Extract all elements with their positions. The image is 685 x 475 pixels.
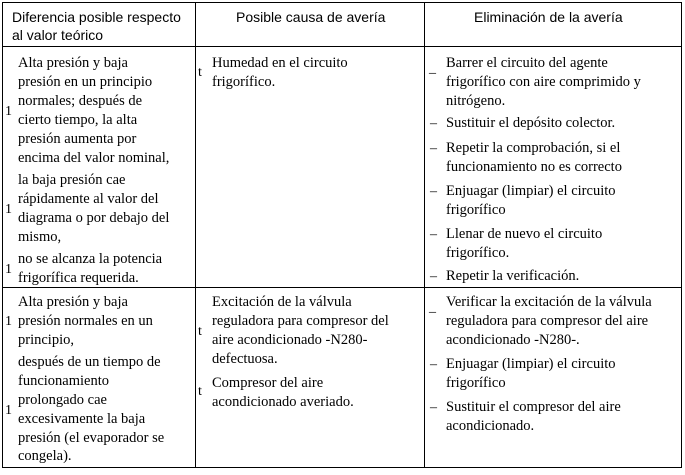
row1-col3-line: Repetir la comprobación, si el	[446, 140, 621, 156]
row1-col3-line: Sustituir el depósito colector.	[446, 115, 616, 131]
row2-col3-line: Sustituir el compresor del aire	[446, 399, 621, 415]
table-border-left	[2, 2, 3, 468]
dash-marker: –	[430, 116, 437, 131]
row2-col1-line: congela).	[18, 448, 72, 464]
row1-col2-line: frigorífico.	[212, 74, 276, 90]
header-col1-line2: al valor teórico	[12, 27, 104, 43]
bullet-marker: t	[198, 384, 202, 399]
row1-col3-line: frigorífico con aire comprimido y	[446, 74, 641, 90]
row2-col1-line: funcionamiento	[18, 373, 110, 389]
dash-marker: –	[430, 227, 437, 242]
bullet-marker: 1	[5, 202, 12, 217]
row1-col1-line: presión en un principio	[18, 74, 153, 90]
dash-marker: –	[430, 400, 437, 415]
header-col2: Posible causa de avería	[236, 9, 386, 25]
row2-col1-line: Alta presión y baja	[18, 294, 128, 310]
row1-col1-line: rápidamente al valor del	[18, 191, 159, 207]
row1-col1-line: la baja presión cae	[18, 172, 126, 188]
row1-col3-line: frigorífico	[446, 202, 506, 218]
row1-col3-line: funcionamiento no es correcto	[446, 159, 622, 175]
dash-marker: –	[430, 184, 437, 199]
row2-col1-line: excesivamente la baja	[18, 411, 146, 427]
table-border-top	[2, 2, 682, 3]
row2-col1-line: después de un tiempo de	[18, 354, 161, 370]
row1-col1-line: frigorífica requerida.	[18, 270, 139, 286]
row2-col1-line: presión normales en un	[18, 313, 153, 329]
row2-col3-line: acondicionado -N280-.	[446, 332, 580, 348]
row1-col1-line: diagrama o por debajo del	[18, 210, 170, 226]
row2-col3-line: acondicionado.	[446, 418, 535, 434]
column-divider-2	[424, 2, 425, 468]
bullet-marker: 1	[5, 104, 12, 119]
fault-table	[2, 2, 682, 471]
row2-col1-line: presión (el evaporador se	[18, 430, 165, 446]
row2-col2-line: Compresor del aire	[212, 375, 324, 391]
row1-col3-line: nitrógeno.	[446, 93, 506, 109]
header-divider	[2, 46, 682, 47]
row1-col2-line: Humedad en el circuito	[212, 55, 348, 71]
table-border-right	[681, 2, 682, 468]
row2-col2-line: reguladora para compresor del	[212, 313, 389, 329]
bullet-marker: 1	[5, 262, 12, 277]
row1-col3-line: frigorífico.	[446, 245, 510, 261]
row2-col2-line: aire acondicionado -N280-	[212, 332, 368, 348]
column-divider-1	[195, 2, 196, 468]
row2-col3-line: Enjuagar (limpiar) el circuito	[446, 356, 616, 372]
bullet-marker: 1	[5, 403, 12, 418]
bullet-marker: t	[198, 65, 202, 80]
row1-col3-line: Barrer el circuito del agente	[446, 55, 608, 71]
row2-col2-line: acondicionado averiado.	[212, 394, 354, 410]
dash-marker: –	[430, 357, 437, 372]
dash-marker: –	[430, 141, 437, 156]
row1-col1-line: no se alcanza la potencia	[18, 251, 163, 267]
dash-marker: _	[429, 300, 436, 315]
row2-col3-line: frigorífico	[446, 375, 506, 391]
row2-col1-line: prolongado cae	[18, 392, 107, 408]
row1-col1-line: cierto tiempo, la alta	[18, 112, 138, 128]
header-col3: Eliminación de la avería	[474, 9, 623, 25]
dash-marker: _	[429, 61, 436, 76]
dash-marker: –	[430, 269, 437, 284]
bullet-marker: t	[198, 324, 202, 339]
row2-col2-line: defectuosa.	[212, 351, 278, 367]
row1-col3-line: Repetir la verificación.	[446, 268, 580, 284]
row2-col2-line: Excitación de la válvula	[212, 294, 352, 310]
row1-col1-line: Alta presión y baja	[18, 55, 128, 71]
row1-col3-line: Enjuagar (limpiar) el circuito	[446, 183, 616, 199]
table-border-bottom	[2, 467, 682, 468]
row1-col1-line: presión aumenta por	[18, 131, 137, 147]
row2-col1-line: principio,	[18, 332, 74, 348]
header-col1-line1: Diferencia posible respecto	[12, 9, 181, 25]
row1-col1-line: encima del valor nominal,	[18, 150, 170, 166]
row2-col3-line: Verificar la excitación de la válvula	[446, 294, 652, 310]
row1-col1-line: normales; después de	[18, 93, 143, 109]
row1-col1-line: mismo,	[18, 229, 62, 245]
bullet-marker: 1	[5, 314, 12, 329]
row1-col3-line: Llenar de nuevo el circuito	[446, 226, 603, 242]
row2-col3-line: reguladora para compresor del aire	[446, 313, 649, 329]
